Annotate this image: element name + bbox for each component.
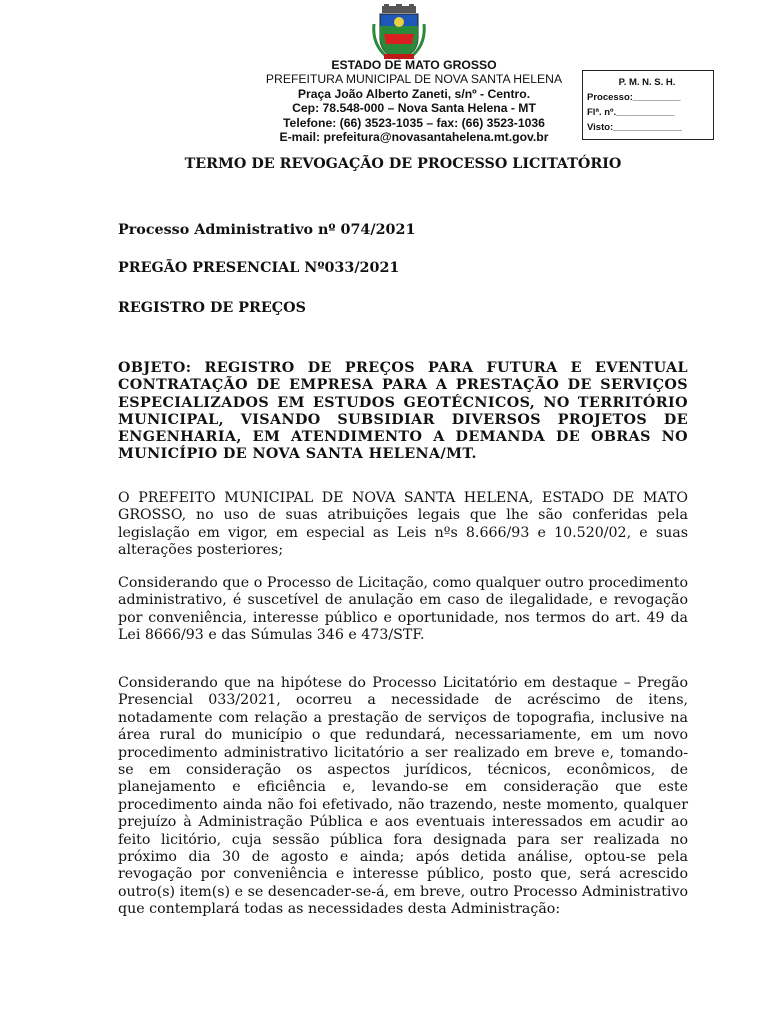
header-address: Praça João Alberto Zaneti, s/nº - Centro. bbox=[297, 86, 531, 101]
registro-de-precos: REGISTRO DE PREÇOS bbox=[118, 300, 306, 316]
body-paragraph-3: Considerando que na hipótese do Processo Licitatório em destaque – Pregão Presencial 033/2021, ocorreu a necessidade de acréscimo de itens, notadamente com relação a prestação de serviços de topografia, inclusive na área rural do município o que redundará, necessariamente, em um novo procedimento administrativo licitatório a ser realizado em breve e, tomando-se em consideração os aspectos jurídicos, técnicos, econômicos, de planejamento e eficiência e, levando-se em consideração que este procedimento ainda não foi efetivado, não trazendo, neste momento, qualquer prejuízo à Administração Pública e aos eventuais interessados em acudir ao feito licitório, cuja sessão pública fora designada para ser realizada no próximo dia 30 de agosto e ainda; após detida análise, optou-se pela revogação por conveniência e interesse público, posto que, será acrescido outro(s) item(s) e se desencader-se-á, em breve, outro Processo Administrativo que contemplará todas as necessidades desta Administração: bbox=[118, 675, 688, 918]
body-paragraph-2: Considerando que o Processo de Licitação, como qualquer outro procedimento administrativo, é suscetível de anulação em caso de ilegalidade, e revogação por conveniência, interesse público e oportunidade, nos termos do art. 49 da Lei 8666/93 e das Súmulas 346 e 473/STF. bbox=[118, 575, 688, 644]
pregao-presencial: PREGÃO PRESENCIAL Nº033/2021 bbox=[118, 260, 400, 276]
document-title: TERMO DE REVOGAÇÃO DE PROCESSO LICITATÓRIO bbox=[184, 156, 622, 172]
header-cep: Cep: 78.548-000 – Nova Santa Helena - MT bbox=[292, 101, 536, 116]
protocol-stamp-box bbox=[582, 70, 714, 140]
municipal-coat-of-arms-icon bbox=[372, 4, 426, 60]
stamp-title: P. M. N. S. H. bbox=[618, 77, 676, 88]
processo-administrativo: Processo Administrativo nº 074/2021 bbox=[118, 222, 416, 238]
stamp-fls: Flª. nº.___________ bbox=[587, 107, 675, 118]
header-email: E-mail: prefeitura@novasantahelena.mt.gov.br bbox=[279, 130, 549, 145]
letterhead bbox=[248, 58, 580, 144]
header-prefeitura: PREFEITURA MUNICIPAL DE NOVA SANTA HELENA bbox=[265, 72, 563, 87]
objeto-paragraph: OBJETO: REGISTRO DE PREÇOS PARA FUTURA E EVENTUAL CONTRATAÇÃO DE EMPRESA PARA A PRESTAÇÃO DE SERVIÇOS ESPECIALIZADOS EM ESTUDOS GEOTÉCNICOS, NO TERRITÓRIO MUNICIPAL, VISANDO SUBSIDIAR DIVERSOS PROJETOS DE ENGENHARIA, EM ATENDIMENTO A DEMANDA DE OBRAS NO MUNICÍPIO DE NOVA SANTA HELENA/MT. bbox=[118, 360, 688, 463]
header-state: ESTADO DE MATO GROSSO bbox=[331, 58, 497, 72]
body-paragraph-1: O PREFEITO MUNICIPAL DE NOVA SANTA HELENA, ESTADO DE MATO GROSSO, no uso de suas atribuições legais que lhe são conferidas pela legislação em vigor, em especial as Leis nºs 8.666/93 e 10.520/02, e suas alterações posteriores; bbox=[118, 490, 688, 559]
stamp-visto: Visto:_____________ bbox=[587, 122, 682, 133]
stamp-processo: Processo:_________ bbox=[587, 92, 681, 103]
header-phone: Telefone: (66) 3523-1035 – fax: (66) 3523-1036 bbox=[283, 115, 545, 130]
